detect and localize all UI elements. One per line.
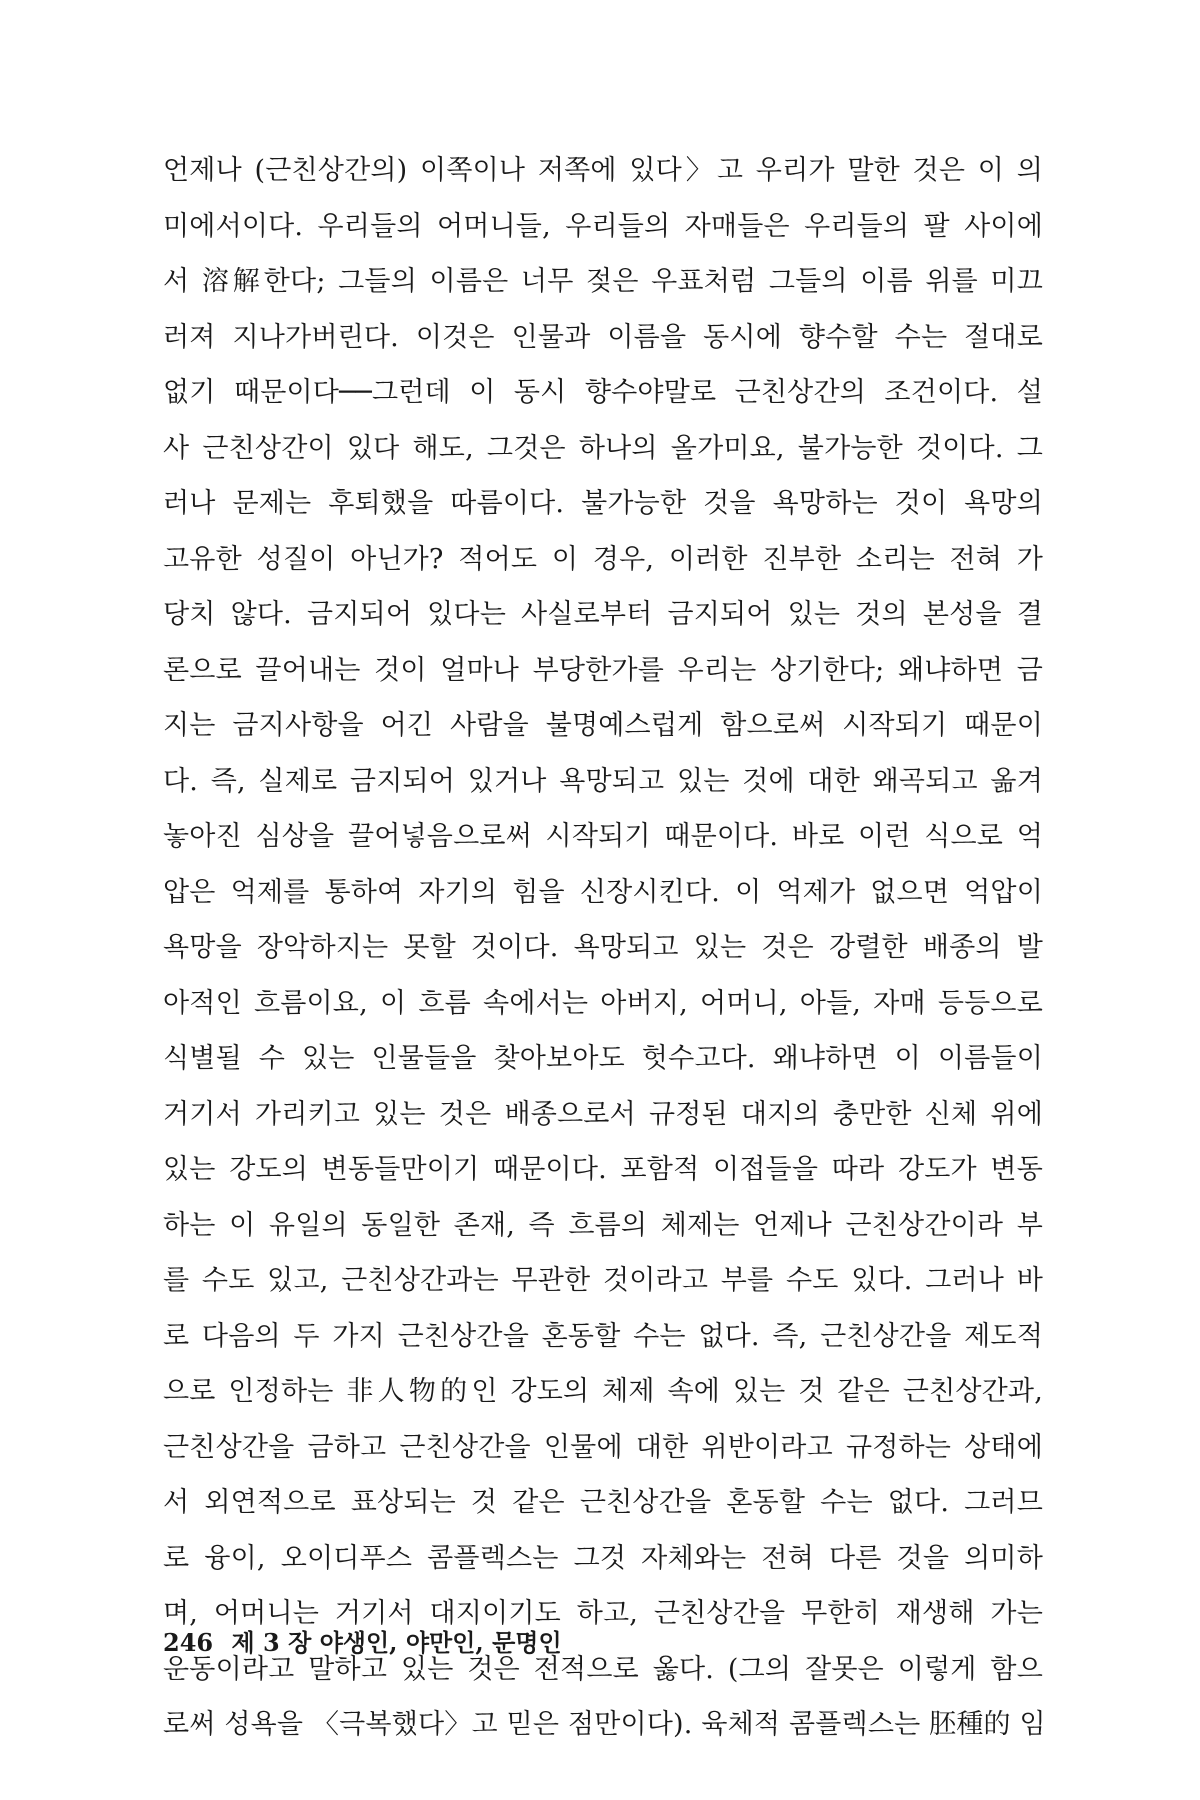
text-line: 근친상간을 금하고 근친상간을 인물에 대한 위반이라고 규정하는 상태에 <box>163 1431 1043 1463</box>
text-line: 사 근친상간이 있다 해도, 그것은 하나의 올가미요, 불가능한 것이다. 그 <box>163 432 1043 464</box>
text-line: 로 다음의 두 가지 근친상간을 혼동할 수는 없다. 즉, 근친상간을 제도적 <box>163 1320 1043 1352</box>
running-head: 제 3 장 야생인, 야만인, 문명인 <box>231 1628 562 1657</box>
text-line: 서 외연적으로 표상되는 것 같은 근친상간을 혼동할 수는 없다. 그러므 <box>163 1487 1043 1518</box>
text-line: 로써 성욕을 〈극복했다〉고 믿은 점만이다). 육체적 콤플렉스는 胚種的 임 <box>163 1709 1046 1740</box>
text-line: 없기 때문이다──그런데 이 동시 향수야말로 근친상간의 조건이다. 설 <box>163 377 1043 408</box>
text-line: 압은 억제를 통하여 자기의 힘을 신장시킨다. 이 억제가 없으면 억압이 <box>163 876 1043 908</box>
text-line: 고유한 성질이 아닌가? 적어도 이 경우, 이러한 진부한 소리는 전혀 가 <box>163 543 1043 575</box>
text-line: 러나 문제는 후퇴했을 따름이다. 불가능한 것을 욕망하는 것이 욕망의 <box>163 488 1043 519</box>
text-line: 로 융이, 오이디푸스 콤플렉스는 그것 자체와는 전혀 다른 것을 의미하 <box>163 1542 1043 1574</box>
text-line: 며, 어머니는 거기서 대지이기도 하고, 근친상간을 무한히 재생해 가는 <box>163 1598 1043 1629</box>
page-number: 246 <box>163 1628 214 1657</box>
text-line: 서 溶解한다; 그들의 이름은 너무 젖은 우표처럼 그들의 이름 위를 미끄 <box>163 266 1043 297</box>
text-line: 으로 인정하는 非人物的인 강도의 체제 속에 있는 것 같은 근친상간과, <box>163 1376 1043 1407</box>
text-line: 하는 이 유일의 동일한 존재, 즉 흐름의 체제는 언제나 근친상간이라 부 <box>163 1209 1043 1241</box>
text-line: 놓아진 심상을 끌어넣음으로써 시작되기 때문이다. 바로 이런 식으로 억 <box>163 821 1043 852</box>
page-footer <box>163 1628 562 1658</box>
text-line: 운동이라고 말하고 있는 것은 전적으로 옳다. (그의 잘못은 이렇게 함으 <box>163 1653 1043 1685</box>
text-line: 미에서이다. 우리들의 어머니들, 우리들의 자매들은 우리들의 팔 사이에 <box>163 210 1043 242</box>
text-line: 있는 강도의 변동들만이기 때문이다. 포함적 이접들을 따라 강도가 변동 <box>163 1154 1043 1185</box>
text-line: 를 수도 있고, 근친상간과는 무관한 것이라고 부를 수도 있다. 그러나 바 <box>163 1265 1043 1296</box>
text-line: 아적인 흐름이요, 이 흐름 속에서는 아버지, 어머니, 아들, 자매 등등으로 <box>163 987 1043 1019</box>
text-line: 론으로 끌어내는 것이 얼마나 부당한가를 우리는 상기한다; 왜냐하면 금 <box>163 654 1043 686</box>
body-text <box>163 143 1046 1753</box>
text-line: 언제나 (근친상간의) 이쪽이나 저쪽에 있다〉고 우리가 말한 것은 이 의 <box>163 155 1043 186</box>
text-line: 거기서 가리키고 있는 것은 배종으로서 규정된 대지의 충만한 신체 위에 <box>163 1098 1043 1130</box>
text-line: 욕망을 장악하지는 못할 것이다. 욕망되고 있는 것은 강렬한 배종의 발 <box>163 932 1043 963</box>
text-line: 지는 금지사항을 어긴 사람을 불명예스럽게 함으로써 시작되기 때문이 <box>163 710 1043 741</box>
text-line: 러져 지나가버린다. 이것은 인물과 이름을 동시에 향수할 수는 절대로 <box>163 321 1043 353</box>
text-line: 다. 즉, 실제로 금지되어 있거나 욕망되고 있는 것에 대한 왜곡되고 옮겨 <box>163 765 1043 797</box>
text-line: 식별될 수 있는 인물들을 찾아보아도 헛수고다. 왜냐하면 이 이름들이 <box>163 1043 1043 1074</box>
text-line: 당치 않다. 금지되어 있다는 사실로부터 금지되어 있는 것의 본성을 결 <box>163 599 1043 630</box>
